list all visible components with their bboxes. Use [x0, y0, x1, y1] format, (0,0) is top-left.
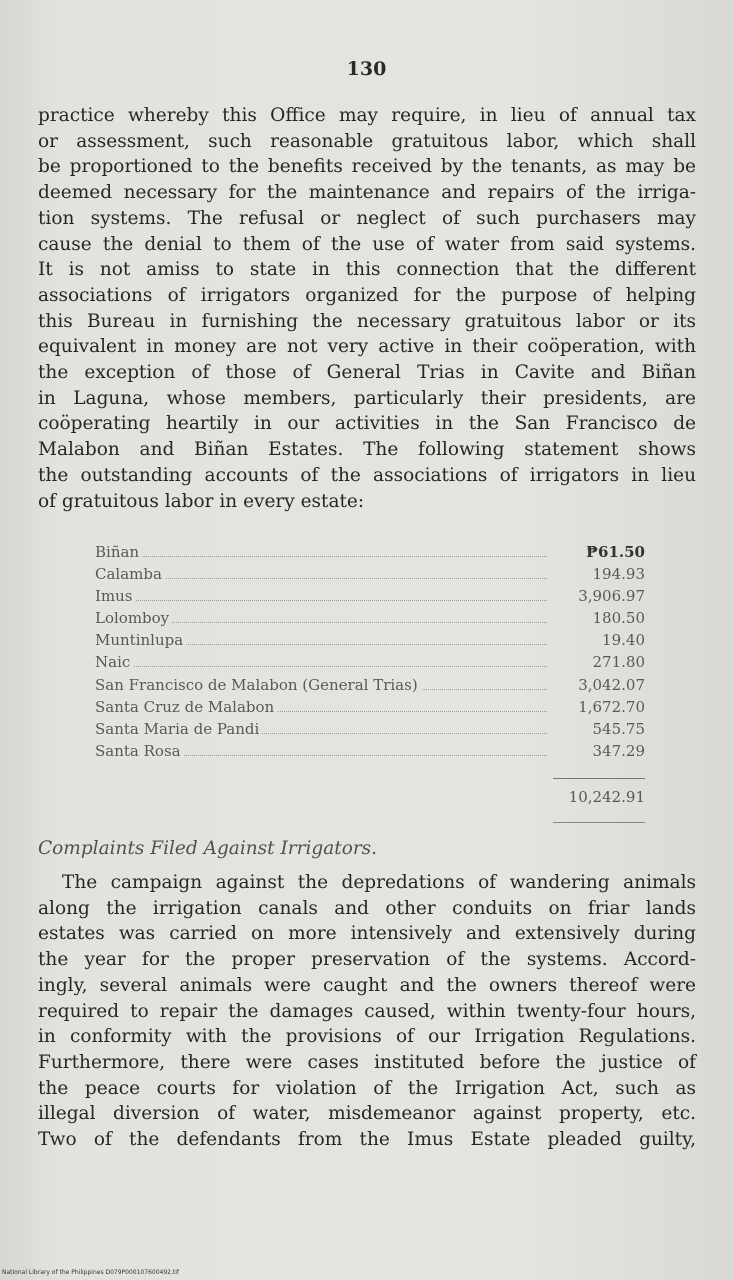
estate-amount: 1,672.70: [578, 697, 645, 716]
total-underline: [553, 822, 645, 823]
estate-name: Santa Cruz de Malabon: [95, 698, 277, 716]
estate-amount: 271.80: [592, 653, 645, 672]
table-row: [95, 718, 645, 740]
text-line: or assessment, such reasonable gratuitous labor, which shall: [38, 130, 696, 152]
accounts-table: [95, 541, 645, 806]
text-line: cause the denial to them of the use of water from said systems.: [38, 233, 696, 255]
text-line: the peace courts for violation of the Irrigation Act, such as: [38, 1077, 696, 1099]
estate-name: Imus: [95, 587, 136, 605]
text-line: in Laguna, whose members, particularly their presidents, are: [38, 387, 696, 409]
estate-amount: 3,042.07: [578, 675, 645, 694]
estate-amount: 545.75: [592, 719, 645, 738]
table-row: [95, 563, 645, 585]
text-line: be proportioned to the benefits received by the tenants, as may be: [38, 156, 696, 178]
text-line: this Bureau in furnishing the necessary gratuitous labor or its: [38, 310, 696, 332]
text-line: illegal diversion of water, misdemeanor against property, etc.: [38, 1103, 696, 1125]
text-line: The campaign against the depredations of wandering animals: [62, 872, 696, 893]
leader-dots: [95, 556, 547, 557]
text-line: Furthermore, there were cases instituted before the justice of: [38, 1051, 696, 1073]
estate-amount: 347.29: [592, 741, 645, 760]
text-line: practice whereby this Office may require, in lieu of annual tax: [38, 105, 696, 126]
estate-amount: 180.50: [592, 609, 645, 628]
text-line: the exception of those of General Trias in Cavite and Biñan: [38, 362, 696, 384]
table-row: [95, 541, 645, 563]
table-row: [95, 585, 645, 607]
leader-dots: [95, 666, 547, 667]
leader-dots: [95, 600, 547, 601]
estate-name: Santa Maria de Pandi: [95, 720, 262, 738]
estate-amount: ₱61.50: [586, 543, 645, 561]
estate-amount: 19.40: [602, 631, 645, 650]
estate-amount: 194.93: [592, 565, 645, 584]
text-line: the outstanding accounts of the associations of irrigators in lieu: [38, 464, 696, 486]
text-line: the year for the proper preservation of the systems. Accord-: [38, 949, 696, 971]
estate-name: Calamba: [95, 565, 165, 583]
paragraph-complaints: [38, 870, 696, 1153]
text-line: deemed necessary for the maintenance and repairs of the irriga-: [38, 182, 696, 204]
estate-name: Naic: [95, 653, 133, 671]
text-line: tion systems. The refusal or neglect of such purchasers may: [38, 207, 696, 229]
text-line: associations of irrigators organized for the purpose of helping: [38, 284, 696, 306]
table-row: [95, 651, 645, 673]
text-line: equivalent in money are not very active in their coöperation, with: [38, 336, 696, 358]
table-row: [95, 629, 645, 651]
text-line: It is not amiss to state in this connection that the different: [38, 259, 696, 281]
text-line: estates was carried on more intensively and extensively during: [38, 923, 696, 945]
scan-footer: National Library of the Philippines D079P000107600492.tif: [2, 1269, 180, 1276]
table-row: [95, 696, 645, 718]
text-line: along the irrigation canals and other conduits on friar lands: [38, 897, 696, 919]
estate-name: Biñan: [95, 543, 142, 561]
estate-amount: 3,906.97: [578, 587, 645, 606]
estate-name: Lolomboy: [95, 609, 172, 627]
table-row: [95, 674, 645, 696]
text-line: coöperating heartily in our activities in the San Francisco de: [38, 413, 696, 435]
text-line: required to repair the damages caused, within twenty-four hours,: [38, 1000, 696, 1022]
table-row: [95, 607, 645, 629]
text-line: ingly, several animals were caught and the owners thereof were: [38, 974, 696, 996]
text-line: Malabon and Biñan Estates. The following statement shows: [38, 439, 696, 461]
estate-name: Santa Rosa: [95, 742, 184, 760]
page-number: 130: [346, 58, 387, 80]
table-row: [95, 740, 645, 762]
paragraph-irrigators-associations: [38, 103, 696, 514]
table-total: 10,242.91: [568, 788, 645, 806]
text-line: Two of the defendants from the Imus Estate pleaded guilty,: [38, 1129, 696, 1151]
text-line: of gratuitous labor in every estate:: [38, 490, 365, 512]
section-heading: Complaints Filed Against Irrigators.: [38, 838, 378, 859]
text-line: in conformity with the provisions of our Irrigation Regulations.: [38, 1026, 696, 1048]
sum-rule: [553, 778, 645, 779]
estate-name: Muntinlupa: [95, 631, 186, 649]
estate-name: San Francisco de Malabon (General Trias): [95, 676, 421, 694]
